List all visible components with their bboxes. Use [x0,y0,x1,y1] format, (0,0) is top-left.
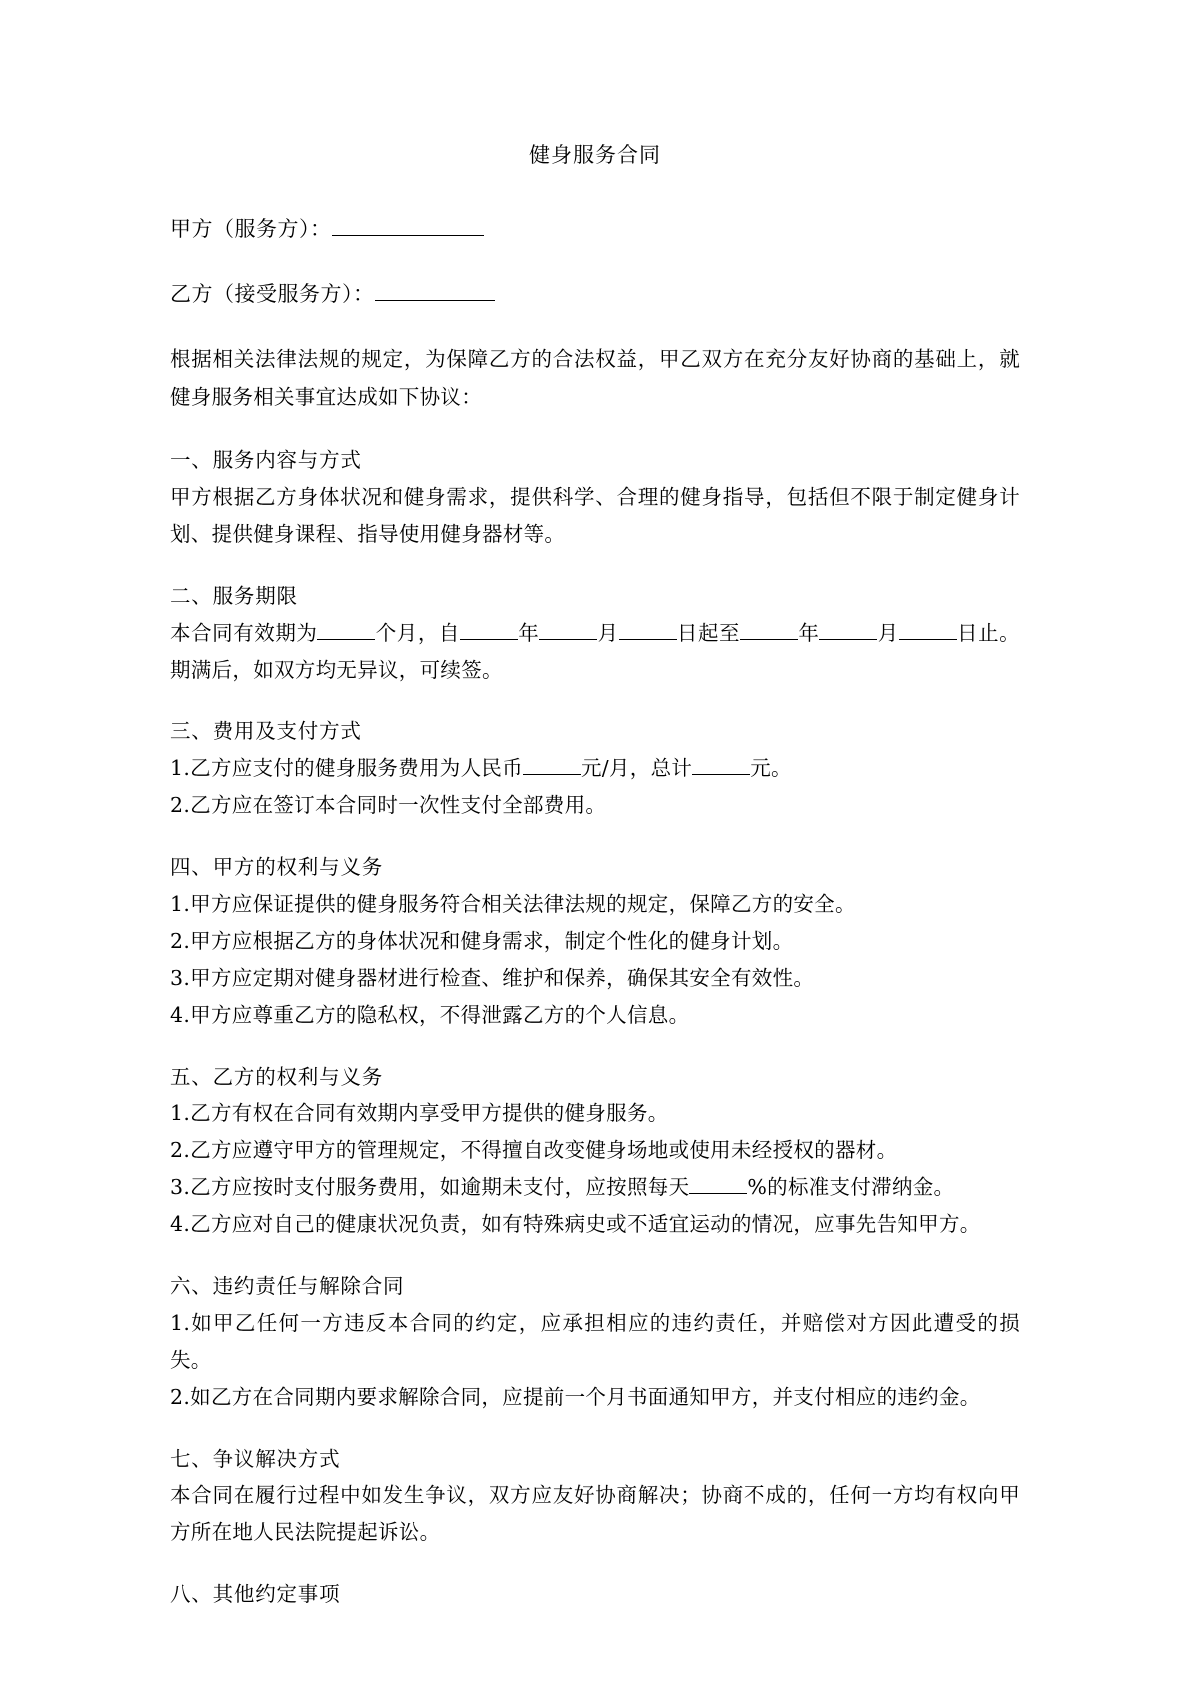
clause-text-3: 元。 [750,756,792,781]
clause-text: 乙方应在签订本合同时一次性支付全部费用。 [190,793,607,818]
clause-text: 甲方应尊重乙方的隐私权，不得泄露乙方的个人信息。 [190,1002,690,1027]
clause [170,750,1020,787]
term-end-year-blank[interactable] [740,639,798,640]
clause [170,1095,1020,1132]
section-heading: 七、争议解决方式 [170,1446,341,1471]
party-a-blank[interactable] [332,235,484,236]
section-heading: 五、乙方的权利与义务 [170,1064,383,1089]
term-text-1: 本合同有效期为 [170,620,318,645]
term-text-2: 个月，自 [375,620,460,645]
term-text-4: 月 [597,620,619,645]
section-heading: 一、服务内容与方式 [170,448,362,473]
clause-text-2: %的标准支付滞纳金。 [747,1175,955,1200]
party-a-line [170,210,1020,250]
clause-number: 4. [170,1212,191,1237]
term-start-year-blank[interactable] [460,639,518,640]
section-heading: 二、服务期限 [170,583,298,608]
late-fee-rate-blank[interactable] [689,1193,747,1194]
preamble-paragraph: 根据相关法律法规的规定，为保障乙方的合法权益，甲乙双方在充分友好协商的基础上，就健身服务相关事宜达成如下协议： [170,347,1020,410]
clause-number: 2. [170,1138,191,1163]
section-body: 本合同在履行过程中如发生争议，双方应友好协商解决；协商不成的，任何一方均有权向甲方所在地人民法院提起诉讼。 [170,1483,1020,1545]
clause [170,1379,1020,1416]
clause [170,960,1020,997]
clause-number: 1. [170,1101,191,1126]
term-text-8: 日止。期满后，如双方均无异议，可续签。 [170,620,1020,682]
page-title: 健身服务合同 [529,143,661,167]
clause [170,787,1020,824]
section-party-a-rights [170,850,1020,1033]
clause-text-2: 元/月，总计 [580,756,693,781]
clause-text: 乙方有权在合同有效期内享受甲方提供的健身服务。 [190,1101,669,1126]
clause-number: 2. [170,928,191,953]
clause [170,923,1020,960]
clause-text: 甲方应保证提供的健身服务符合相关法律法规的规定，保障乙方的安全。 [190,891,856,916]
term-text-7: 月 [877,620,899,645]
party-b-label: 乙方（接受服务方）： [170,282,375,307]
clause-number: 2. [170,1384,191,1409]
clause [170,1206,1020,1243]
term-start-day-blank[interactable] [619,639,677,640]
term-end-month-blank[interactable] [819,639,877,640]
section-heading: 八、其他约定事项 [170,1582,341,1607]
clause [170,997,1020,1034]
section-heading: 四、甲方的权利与义务 [170,855,383,880]
section-fees-payment [170,714,1020,824]
clause-number: 2. [170,793,191,818]
clause-text: 甲方应根据乙方的身体状况和健身需求，制定个性化的健身计划。 [190,928,794,953]
fee-total-blank[interactable] [692,774,750,775]
term-text-3: 年 [517,620,540,645]
term-text-6: 年 [798,620,820,645]
section-other-terms [170,1577,1020,1613]
section-service-term [170,579,1020,689]
term-start-month-blank[interactable] [539,639,597,640]
clause-text: 如甲乙任何一方违反本合同的约定，应承担相应的违约责任，并赔偿对方因此遭受的损失。 [170,1310,1020,1372]
clause-number: 3. [170,1175,191,1200]
clause-text: 甲方应定期对健身器材进行检查、维护和保养，确保其安全有效性。 [190,965,815,990]
clause-text-1: 乙方应按时支付服务费用，如逾期未支付，应按照每天 [190,1175,690,1200]
fee-monthly-blank[interactable] [523,774,581,775]
clause [170,1305,1020,1379]
party-b-line [170,275,1020,315]
section-party-b-rights [170,1060,1020,1243]
clause [170,886,1020,923]
clause-text: 乙方应遵守甲方的管理规定，不得擅自改变健身场地或使用未经授权的器材。 [190,1138,898,1163]
section-dispute-resolution [170,1442,1020,1552]
clause-text: 乙方应对自己的健康状况负责，如有特殊病史或不适宜运动的情况，应事先告知甲方。 [190,1212,981,1237]
clause-number: 4. [170,1002,191,1027]
party-b-blank[interactable] [375,300,495,301]
clause-number: 1. [170,891,191,916]
clause [170,1169,1020,1206]
section-body [170,615,1020,689]
section-heading: 六、违约责任与解除合同 [170,1273,405,1298]
term-text-5: 日起至 [676,620,741,645]
section-body: 甲方根据乙方身体状况和健身需求，提供科学、合理的健身指导，包括但不限于制定健身计划、提供健身课程、指导使用健身器材等。 [170,485,1020,546]
clause [170,1132,1020,1169]
term-months-blank[interactable] [317,639,375,640]
term-end-day-blank[interactable] [899,639,957,640]
clause-text-1: 乙方应支付的健身服务费用为人民币 [190,756,523,781]
clause-number: 1. [170,1310,191,1335]
clause-number: 3. [170,965,191,990]
section-heading: 三、费用及支付方式 [170,719,362,744]
clause-text: 如乙方在合同期内要求解除合同，应提前一个月书面通知甲方，并支付相应的违约金。 [190,1384,981,1409]
section-service-content [170,443,1020,553]
clause-number: 1. [170,756,191,781]
section-breach-termination [170,1269,1020,1416]
party-a-label: 甲方（服务方）： [170,216,332,241]
